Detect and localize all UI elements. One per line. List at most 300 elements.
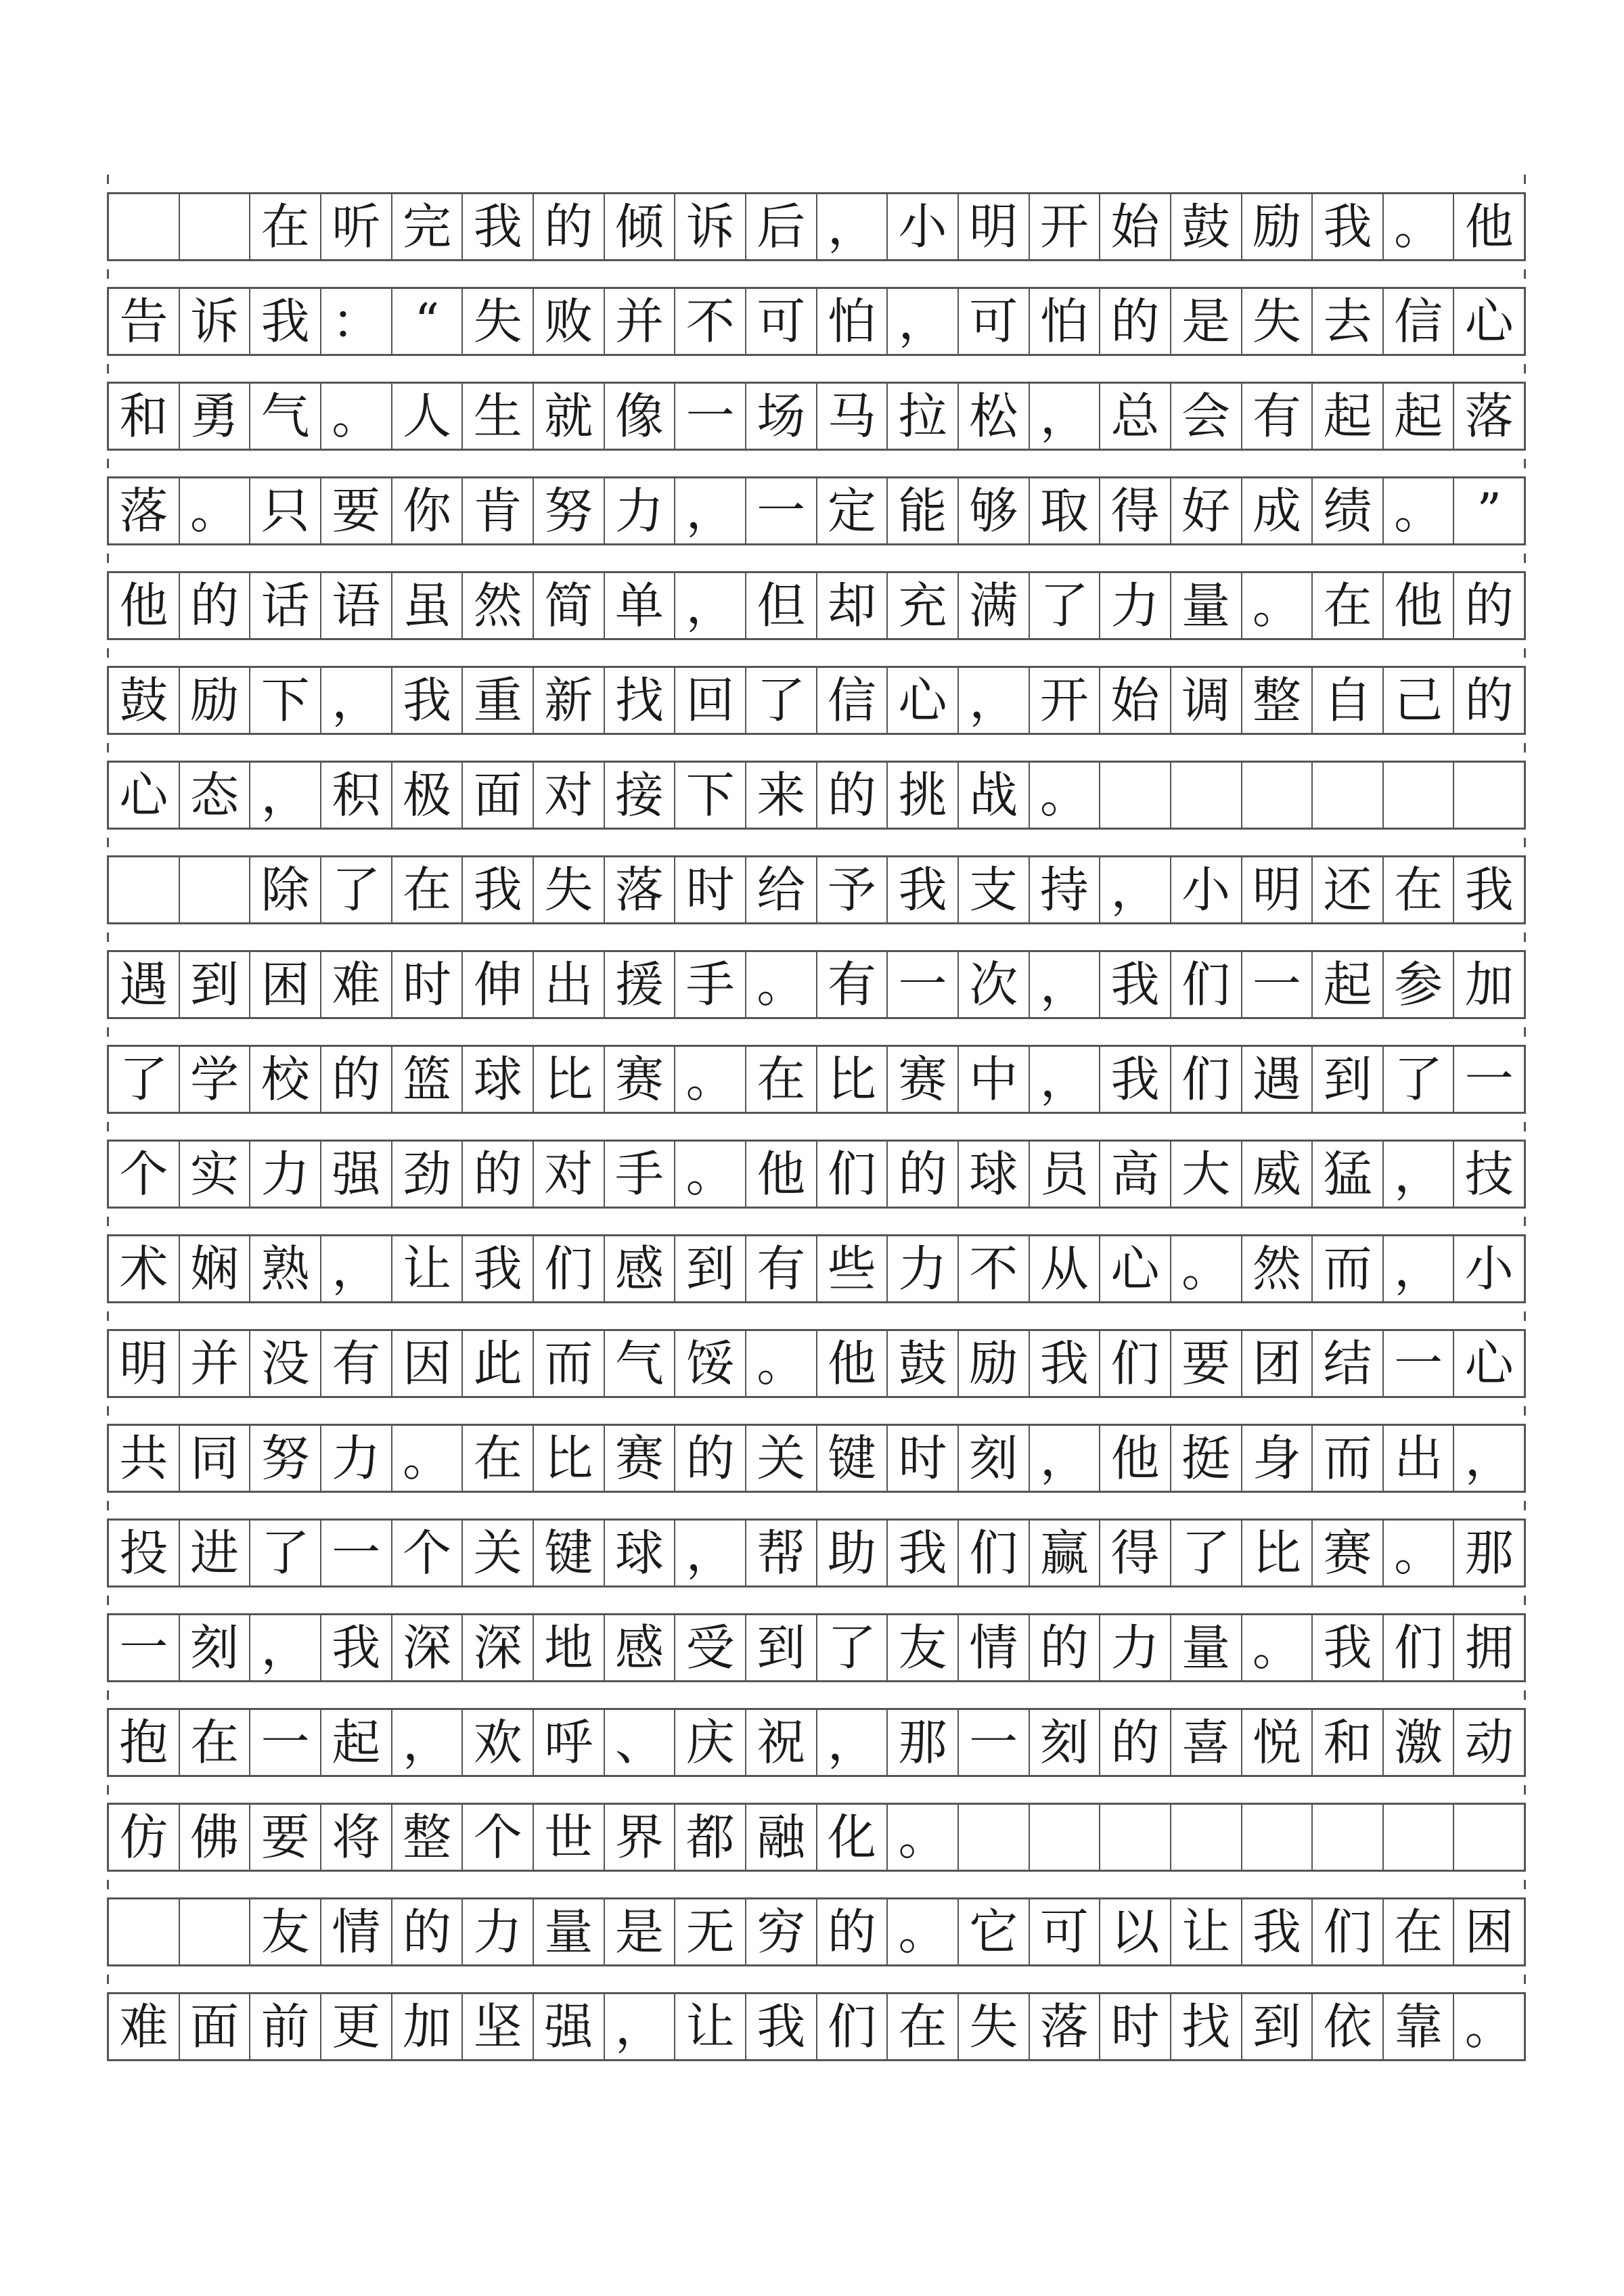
grid-cell: 在 [463,1426,534,1491]
grid-cell: 了 [746,668,817,733]
grid-cell: 馁 [675,1331,746,1396]
grid-cell: 刻 [959,1426,1030,1491]
grid-cell: 而 [1313,1236,1384,1301]
grid-cell: 一 [1384,1331,1455,1396]
grid-cell: 开 [1030,668,1101,733]
grid-cell [180,194,251,259]
grid-cell: 给 [746,857,817,922]
grid-cell: 没 [250,1331,321,1396]
row-gap [107,1596,1526,1605]
grid-cell: ， [1030,952,1101,1017]
grid-cell: 的 [817,763,888,828]
grid-cell: 的 [463,1142,534,1207]
grid-cell: 到 [1242,1994,1313,2059]
grid-cell: 共 [109,1426,180,1491]
grid-cell: 我 [1100,952,1171,1017]
row-gap [107,743,1526,752]
row-gap [107,1406,1526,1416]
grid-cell: 小 [1171,857,1242,922]
grid-cell [1242,1805,1313,1870]
grid-cell: 个 [392,1521,464,1585]
grid-cell: 无 [675,1899,746,1964]
grid-cell: 更 [321,1994,392,2059]
grid-cell: 篮 [392,1047,464,1112]
grid-cell: ， [1384,1236,1455,1301]
grid-cell: 我 [392,668,464,733]
grid-cell: ， [250,763,321,828]
grid-cell: ， [888,289,959,354]
grid-cell: 们 [1100,1331,1171,1396]
grid-row [107,761,1526,830]
grid-cell: 出 [1384,1426,1455,1491]
grid-cell: 。 [888,1805,959,1870]
grid-cell: 加 [392,1994,464,2059]
grid-cell: 们 [817,1142,888,1207]
grid-cell: 让 [675,1994,746,2059]
grid-cell: 像 [605,384,676,449]
grid-row [107,287,1526,356]
grid-cell [1454,763,1524,828]
grid-cell: 怕 [1030,289,1101,354]
grid-cell: 心 [888,668,959,733]
grid-cell: 团 [1242,1331,1313,1396]
grid-cell: 够 [959,478,1030,543]
grid-cell: 祝 [746,1710,817,1775]
grid-cell: 起 [1313,952,1384,1017]
grid-row [107,1992,1526,2061]
grid-cell: 心 [109,763,180,828]
grid-cell: ， [817,194,888,259]
grid-cell: 个 [109,1142,180,1207]
grid-row [107,1708,1526,1777]
grid-cell: 气 [605,1331,676,1396]
row-gap [107,1975,1526,1984]
grid-cell: 你 [392,478,464,543]
grid-cell: 遇 [1242,1047,1313,1112]
grid-cell: 键 [817,1426,888,1491]
grid-cell: 的 [1100,1710,1171,1775]
grid-cell: 的 [888,1142,959,1207]
grid-cell: 我 [463,1236,534,1301]
grid-cell: 们 [1171,1047,1242,1112]
grid-cell [1100,763,1171,828]
grid-cell: 话 [250,573,321,638]
grid-cell: 自 [1313,668,1384,733]
grid-cell: 有 [1242,384,1313,449]
grid-cell: 融 [746,1805,817,1870]
grid-cell: 在 [392,857,464,922]
grid-cell: 一 [321,1521,392,1585]
grid-cell: 落 [1030,1994,1101,2059]
grid-cell: 。 [675,1142,746,1207]
grid-cell: 世 [534,1805,605,1870]
grid-cell: 猛 [1313,1142,1384,1207]
grid-cell: ， [321,668,392,733]
grid-cell: 靠 [1384,1994,1455,2059]
row-gap [107,1122,1526,1131]
grid-cell: 手 [675,952,746,1017]
grid-cell [1171,763,1242,828]
grid-cell: 充 [888,573,959,638]
grid-cell: 面 [463,763,534,828]
grid-cell: 到 [746,1615,817,1680]
grid-cell: 。 [392,1426,464,1491]
grid-cell: 简 [534,573,605,638]
grid-cell: 熟 [250,1236,321,1301]
grid-cell: 然 [463,573,534,638]
grid-cell: 欢 [463,1710,534,1775]
grid-cell: 起 [1313,384,1384,449]
grid-cell: ， [1030,384,1101,449]
grid-cell: 失 [1242,289,1313,354]
grid-cell: 而 [1313,1426,1384,1491]
grid-cell: 诉 [675,194,746,259]
grid-cell: 球 [605,1521,676,1585]
grid-cell: ， [817,1710,888,1775]
grid-cell: ， [675,573,746,638]
grid-cell: 支 [959,857,1030,922]
grid-row [107,1613,1526,1682]
grid-cell: 我 [1313,1615,1384,1680]
grid-cell: 校 [250,1047,321,1112]
row-gap [107,269,1526,279]
grid-cell: 在 [1384,1899,1455,1964]
grid-cell: 他 [109,573,180,638]
grid-cell: 单 [605,573,676,638]
grid-cell [109,857,180,922]
grid-row [107,192,1526,261]
grid-cell: 挺 [1171,1426,1242,1491]
grid-cell: 学 [180,1047,251,1112]
grid-row [107,382,1526,451]
grid-cell: 面 [180,1994,251,2059]
grid-cell: 整 [1242,668,1313,733]
grid-cell: 赛 [605,1047,676,1112]
grid-cell: 那 [888,1710,959,1775]
grid-cell: 抱 [109,1710,180,1775]
row-gap [107,1311,1526,1321]
grid-cell: 我 [888,857,959,922]
grid-cell: 坚 [463,1994,534,2059]
grid-cell: 帮 [746,1521,817,1585]
grid-cell: 力 [888,1236,959,1301]
grid-cell: 时 [888,1426,959,1491]
row-gap [107,364,1526,374]
grid-cell: 但 [746,573,817,638]
grid-cell: 。 [1242,1615,1313,1680]
grid-cell: 它 [959,1899,1030,1964]
grid-cell: 的 [1464,577,1514,634]
grid-cell: 态 [180,763,251,828]
grid-cell: 听 [321,194,392,259]
grid-cell: 可 [959,289,1030,354]
grid-cell: ， [675,478,746,543]
grid-cell: 力 [463,1899,534,1964]
grid-cell: 落 [605,857,676,922]
grid-cell: 投 [109,1521,180,1585]
grid-cell: 强 [534,1994,605,2059]
grid-cell: 感 [605,1615,676,1680]
grid-cell: ， [605,1994,676,2059]
grid-cell [109,1899,180,1964]
grid-cell: 极 [392,763,464,828]
grid-cell: 努 [534,478,605,543]
grid-cell: 到 [180,952,251,1017]
grid-cell: 勇 [180,384,251,449]
grid-cell: 们 [1384,1615,1455,1680]
grid-cell: 庆 [675,1710,746,1775]
grid-cell: 一 [959,1710,1030,1775]
grid-cell: 回 [675,668,746,733]
grid-cell: 可 [1030,1899,1101,1964]
grid-cell: 始 [1100,194,1171,259]
grid-cell: 力 [1100,1615,1171,1680]
grid-cell: 动 [1464,1714,1514,1771]
grid-cell: 结 [1313,1331,1384,1396]
grid-cell: 找 [1171,1994,1242,2059]
grid-cell: 界 [605,1805,676,1870]
grid-cell: 失 [959,1994,1030,2059]
grid-cell: 。 [1464,1998,1514,2055]
grid-cell: 完 [392,194,464,259]
grid-cell: 友 [250,1899,321,1964]
grid-row [107,1045,1526,1114]
grid-cell: 接 [605,763,676,828]
grid-cell: 我 [1030,1331,1101,1396]
grid-cell: 他 [1100,1426,1171,1491]
grid-cell: 拥 [1464,1619,1514,1676]
grid-cell: 深 [463,1615,534,1680]
grid-cell: 此 [463,1331,534,1396]
grid-cell [180,1899,251,1964]
grid-cell: 落 [1464,388,1514,445]
grid-cell: 拉 [888,384,959,449]
grid-cell: 难 [109,1994,180,2059]
grid-cell: 地 [534,1615,605,1680]
grid-cell: 了 [109,1047,180,1112]
grid-cell: 球 [463,1047,534,1112]
grid-cell [959,1805,1030,1870]
grid-cell: 他 [1384,573,1455,638]
grid-cell [180,857,251,922]
grid-cell: ， [250,1615,321,1680]
grid-cell: 身 [1242,1426,1313,1491]
grid-cell: 出 [534,952,605,1017]
grid-cell: 赢 [1030,1521,1101,1585]
grid-cell: 生 [463,384,534,449]
grid-row [107,571,1526,640]
grid-cell [1100,1805,1171,1870]
grid-cell: ， [959,668,1030,733]
grid-cell: 了 [1030,573,1101,638]
grid-cell: 失 [463,289,534,354]
grid-cell: 关 [463,1521,534,1585]
grid-cell: 取 [1030,478,1101,543]
grid-cell: 励 [1242,194,1313,259]
grid-cell: 前 [250,1994,321,2059]
grid-cell: 人 [392,384,464,449]
grid-cell: 时 [675,857,746,922]
row-gap [107,554,1526,563]
grid-cell: 明 [109,1331,180,1396]
grid-cell: 倾 [605,194,676,259]
grid-cell: 友 [888,1615,959,1680]
grid-cell: 一 [250,1710,321,1775]
grid-cell: 。 [1242,573,1313,638]
grid-cell: 告 [109,289,180,354]
grid-cell: 来 [746,763,817,828]
grid-cell: 深 [392,1615,464,1680]
grid-cell: 喜 [1171,1710,1242,1775]
grid-cell: 。 [1384,194,1455,259]
grid-cell: 我 [1313,194,1384,259]
grid-cell: 下 [250,668,321,733]
grid-cell: 并 [605,289,676,354]
grid-cell: 高 [1100,1142,1171,1207]
grid-cell: 场 [746,384,817,449]
grid-cell: 了 [1384,1047,1455,1112]
grid-cell: 们 [1313,1899,1384,1964]
grid-cell: 不 [959,1236,1030,1301]
grid-cell: 我 [1100,1047,1171,1112]
grid-cell: 刻 [180,1615,251,1680]
grid-cell: 要 [1171,1331,1242,1396]
grid-cell: 情 [321,1899,392,1964]
grid-cell: 他 [817,1331,888,1396]
grid-cell [1030,1805,1101,1870]
grid-cell: 明 [959,194,1030,259]
grid-cell: 们 [817,1994,888,2059]
grid-cell: 以 [1100,1899,1171,1964]
grid-cell: 鼓 [1171,194,1242,259]
grid-cell: 在 [180,1710,251,1775]
grid-cell: 。 [1384,1521,1455,1585]
grid-cell: 到 [1313,1047,1384,1112]
grid-cell: 的 [1464,672,1514,729]
grid-cell: ， [1100,857,1171,922]
grid-cell: 有 [321,1331,392,1396]
grid-cell: 有 [746,1236,817,1301]
grid-cell: 强 [321,1142,392,1207]
grid-row [107,855,1526,924]
grid-cell: 并 [180,1331,251,1396]
grid-cell: 进 [180,1521,251,1585]
grid-cell: 。 [1171,1236,1242,1301]
grid-cell: 时 [392,952,464,1017]
grid-cell: 就 [534,384,605,449]
grid-cell: 些 [817,1236,888,1301]
grid-cell: 我 [888,1521,959,1585]
grid-cell: 好 [1171,478,1242,543]
grid-cell: 调 [1171,668,1242,733]
grid-cell: 伸 [463,952,534,1017]
grid-cell: 持 [1030,857,1101,922]
grid-cell: 在 [888,1994,959,2059]
grid-cell: 困 [1464,1904,1514,1960]
grid-cell: 不 [675,289,746,354]
grid-cell: 比 [817,1047,888,1112]
grid-row [107,666,1526,735]
grid-cell: 因 [392,1331,464,1396]
row-gap [107,838,1526,847]
row-gap [107,459,1526,468]
grid-cell: 重 [463,668,534,733]
grid-cell: 威 [1242,1142,1313,1207]
grid-cell: 然 [1242,1236,1313,1301]
grid-cell: 大 [1171,1142,1242,1207]
grid-cell: ， [675,1521,746,1585]
grid-cell: 的 [1100,289,1171,354]
grid-cell: 努 [250,1426,321,1491]
grid-cell: 手 [605,1142,676,1207]
grid-cell: 我 [463,194,534,259]
grid-cell: 。 [675,1047,746,1112]
grid-cell: 鼓 [109,668,180,733]
grid-cell: 个 [463,1805,534,1870]
grid-cell: 力 [605,478,676,543]
grid-cell: 怕 [817,289,888,354]
grid-row [107,476,1526,545]
grid-cell: 了 [817,1615,888,1680]
grid-cell: 我 [321,1615,392,1680]
grid-cell: 找 [605,668,676,733]
grid-cell: 困 [250,952,321,1017]
grid-cell: 们 [959,1521,1030,1585]
grid-cell: 可 [746,289,817,354]
grid-cell: 比 [1242,1521,1313,1585]
grid-cell: 在 [746,1047,817,1112]
grid-cell: 只 [250,478,321,543]
grid-cell: 马 [817,384,888,449]
grid-row [107,1329,1526,1398]
grid-cell: 刻 [1030,1710,1101,1775]
grid-cell: 我 [1464,861,1514,918]
grid-cell: 得 [1100,1521,1171,1585]
grid-cell: 助 [817,1521,888,1585]
grid-cell: 满 [959,573,1030,638]
grid-cell: 力 [321,1426,392,1491]
grid-cell [1313,1805,1384,1870]
grid-row [107,1803,1526,1872]
grid-cell: 落 [109,478,180,543]
grid-cell: 情 [959,1615,1030,1680]
grid-cell: 。 [1384,478,1455,543]
grid-cell: 心 [1100,1236,1171,1301]
grid-cell: 术 [109,1236,180,1301]
grid-cell: 励 [959,1331,1030,1396]
grid-cell [1242,763,1313,828]
grid-cell: 有 [817,952,888,1017]
grid-cell [1313,763,1384,828]
grid-cell: 新 [534,668,605,733]
grid-cell: ， [1384,1142,1455,1207]
grid-cell: 遇 [109,952,180,1017]
grid-cell: 始 [1100,668,1171,733]
grid-cell: 整 [392,1805,464,1870]
grid-cell: 积 [321,763,392,828]
grid-cell: 明 [1242,857,1313,922]
grid-cell: 们 [1171,952,1242,1017]
grid-cell: 虽 [392,573,464,638]
row-gap [107,648,1526,658]
grid-cell: 松 [959,384,1030,449]
grid-cell: 受 [675,1615,746,1680]
grid-cell: 比 [534,1426,605,1491]
grid-cell [1454,1805,1524,1870]
grid-cell: 同 [180,1426,251,1491]
grid-cell: 。 [180,478,251,543]
grid-cell: 还 [1313,857,1384,922]
